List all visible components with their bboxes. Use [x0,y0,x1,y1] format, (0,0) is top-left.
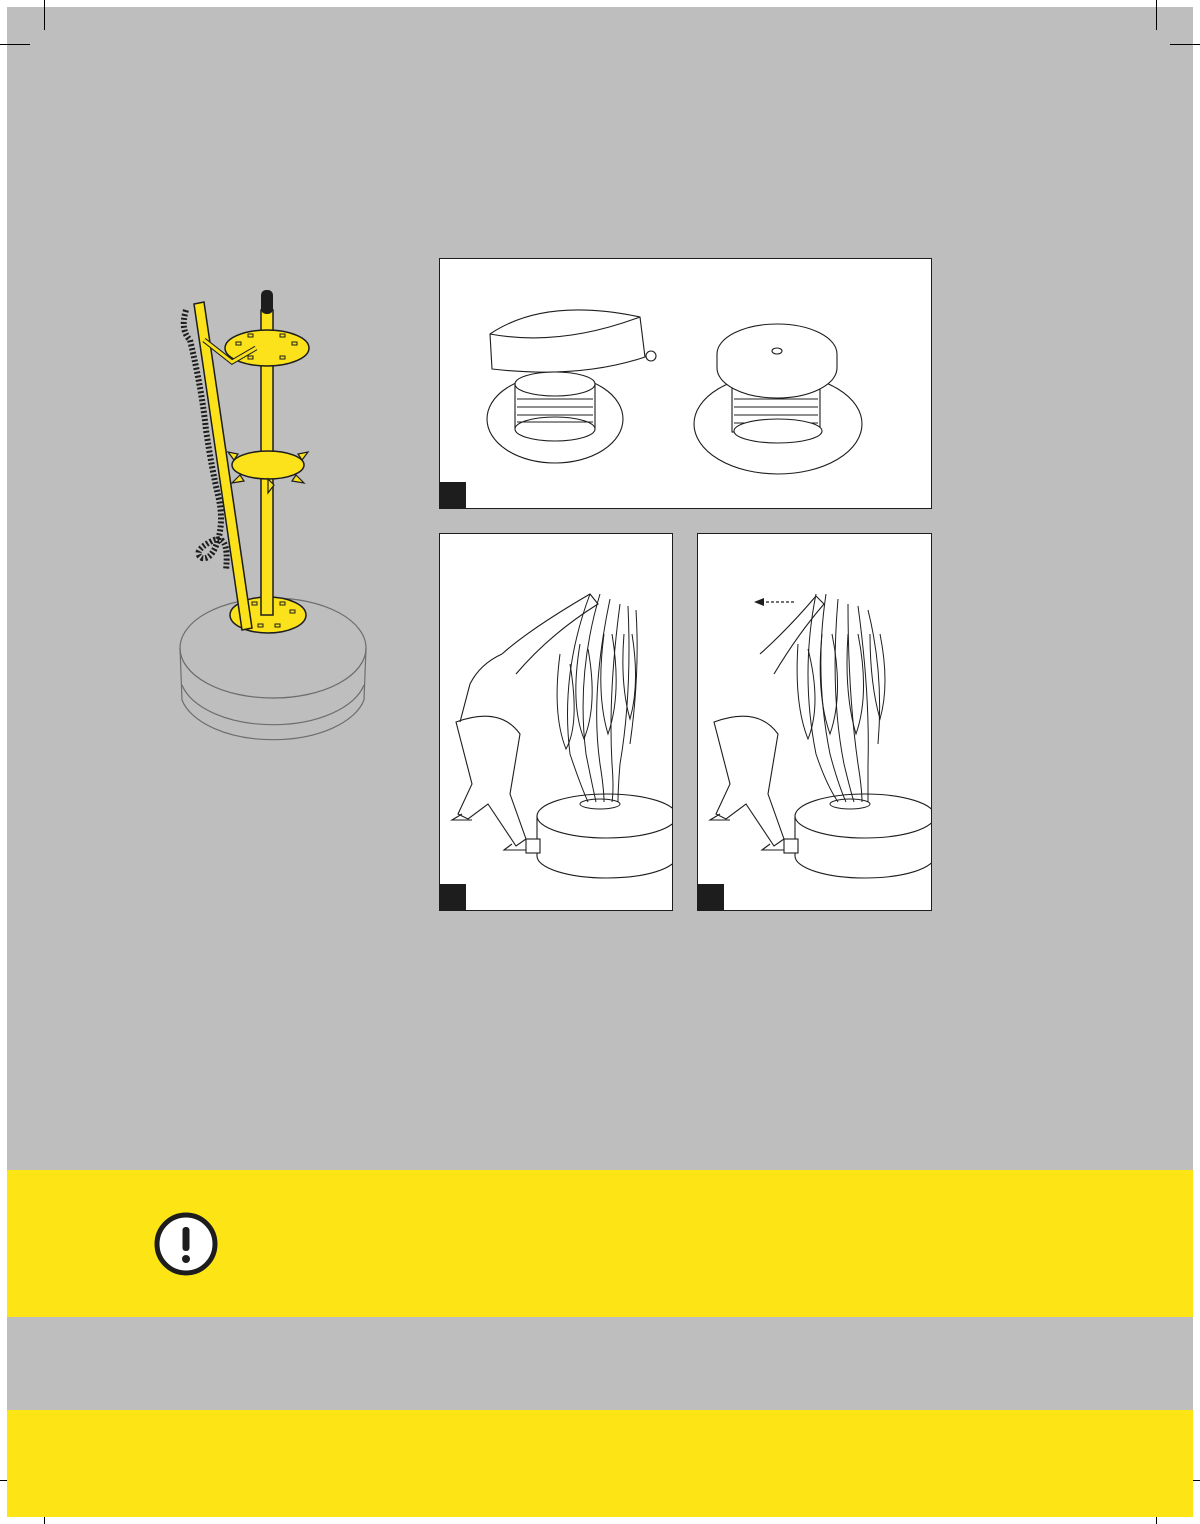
crop-mark [44,0,45,30]
crop-mark [1156,0,1157,30]
crop-mark [1170,44,1200,45]
step-marker-a [440,482,466,508]
operator-pull-drawing [698,534,932,911]
crop-mark [0,44,30,45]
step-marker-b [440,884,466,910]
dashed-arrow-left-icon [754,598,794,606]
figure-panel-a [439,258,932,509]
base-units-drawing [440,259,932,509]
exclamation-circle-icon [147,1205,225,1283]
hose-stand-illustration [160,280,380,770]
figure-panel-c [697,533,932,911]
figure-panel-b [439,533,673,911]
warning-band [7,1170,1193,1317]
operator-lift-drawing [440,534,673,911]
middle-disc [232,451,304,479]
step-marker-c [698,884,724,910]
footer-band [7,1410,1193,1517]
pole-cap [261,290,273,314]
